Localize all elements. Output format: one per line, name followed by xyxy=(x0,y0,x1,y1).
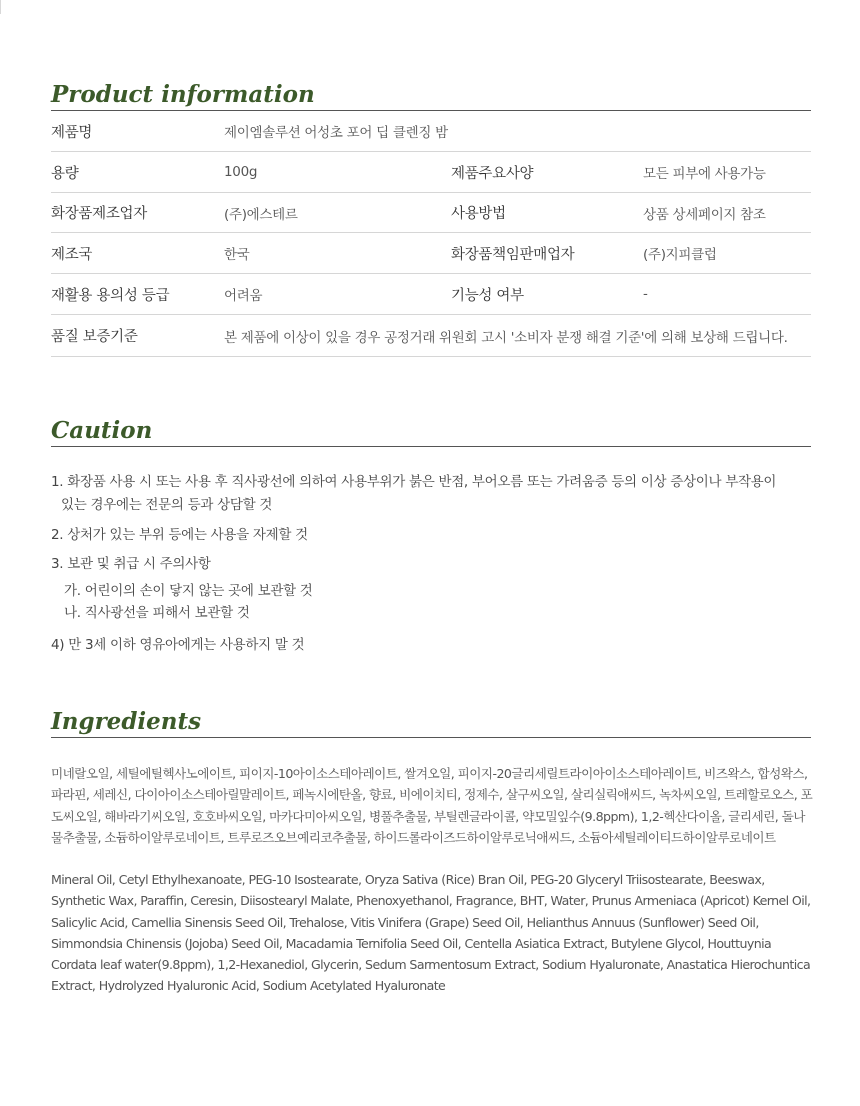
info-label: 용량 xyxy=(51,165,79,182)
info-label: 화장품책임판매업자 xyxy=(451,246,575,263)
caution-item-1: 1. 화장품 사용 시 또는 사용 후 직사광선에 의하여 사용부위가 붉은 반점, 부어오름 또는 가려움증 등의 이상 증상이나 부작용이 xyxy=(51,474,777,490)
caution-section xyxy=(51,416,811,653)
info-row-quality xyxy=(51,315,811,357)
info-value: (주)에스테르 xyxy=(224,206,298,223)
caution-item-3: 3. 보관 및 취급 시 주의사항 xyxy=(51,556,211,572)
info-row-country xyxy=(51,233,811,274)
info-label: 제품명 xyxy=(51,124,93,141)
info-value: 상품 상세페이지 참조 xyxy=(643,206,766,223)
info-row-product-name xyxy=(51,111,811,152)
info-value: 제이엠솔루션 어성초 포어 딥 클렌징 밤 xyxy=(224,125,448,141)
info-value: 한국 xyxy=(224,247,250,263)
info-value: 본 제품에 이상이 있을 경우 공정거래 위원회 고시 '소비자 분쟁 해결 기준'에 의해 보상해 드립니다. xyxy=(224,329,788,346)
caution-title: Caution xyxy=(51,416,811,447)
caution-item-4: 4) 만 3세 이하 영유아에게는 사용하지 말 것 xyxy=(51,637,305,653)
info-label: 사용방법 xyxy=(451,206,506,222)
info-value: (주)지피클럽 xyxy=(643,247,717,263)
info-label: 재활용 용의성 등급 xyxy=(51,287,170,304)
info-value: 모든 피부에 사용가능 xyxy=(643,166,766,182)
info-label: 화장품제조업자 xyxy=(51,206,147,222)
caution-item-2: 2. 상처가 있는 부위 등에는 사용을 자제할 것 xyxy=(51,527,308,543)
info-row-recycling xyxy=(51,274,811,315)
caution-item-3-sub-2: 나. 직사광선을 피해서 보관할 것 xyxy=(64,605,250,621)
info-label: 품질 보증기준 xyxy=(51,329,138,345)
info-value: 100g xyxy=(224,164,258,180)
info-label: 기능성 여부 xyxy=(451,287,524,304)
info-value: - xyxy=(643,286,648,302)
product-info-title: Product information xyxy=(51,80,811,111)
ingredients-title: Ingredients xyxy=(51,707,811,738)
ingredients-korean: 미네랄오일, 세틸에틸헥사노에이트, 피이지-10아이소스테아레이트, 쌀겨오일, 피이지-20글리세릴트라이아이소스테아레이트, 비즈왁스, 합성왁스, 파라핀, 세레신, 다이아이소스테아릴말레이트, 페녹시에탄올, 향료, 비에이치티, 정제수, 살구씨오일, 살리실릭애씨드, 녹차씨오일, 트레할로오스, 포도씨오일, 해바라기씨오일, 호호바씨오일, 마카다미아씨오일, 병풀추출물, 부틸렌글라이콜, 약모밀잎수(9.8ppm), 1,2-헥산다이올, 글리세린, 돌나물추출물, 소듐하이알루로네이트, 트루로즈오브예리코추출물, 하이드롤라이즈드하이알루로닉애씨드, 소듐아세틸레이티드하이알루로네이트 xyxy=(51,766,813,845)
info-label: 제품주요사양 xyxy=(451,165,534,182)
ingredients-english: Mineral Oil, Cetyl Ethylhexanoate, PEG-10 Isostearate, Oryza Sativa (Rice) Bran Oil, PEG-20 Glyceryl Triisostearate, Beeswax, Synthetic Wax, Paraffin, Ceresin, Diisostearyl Malate, Phenoxyethanol, Fragrance, BHT, Water, Prunus Armeniaca (Apricot) Kernel Oil, Salicylic Acid, Camellia Sinensis Seed Oil, Trehalose, Vitis Vinifera (Grape) Seed Oil, Helianthus Annuus (Sunflower) Seed Oil, Simmondsia Chinensis (Jojoba) Seed Oil, Macadamia Ternifolia Seed Oil, Centella Asiatica Extract, Butylene Glycol, Houttuynia Cordata leaf water(9.8ppm), 1,2-Hexanediol, Glycerin, Sedum Sarmentosum Extract, Sodium Hyaluronate, Anastatica Hierochuntica Extract, Hydrolyzed Hyaluronic Acid, Sodium Acetylated Hyaluronate xyxy=(51,872,811,994)
ingredients-section xyxy=(51,707,813,994)
info-label: 제조국 xyxy=(51,246,93,263)
product-info-section xyxy=(51,80,811,357)
info-value: 어려움 xyxy=(224,288,263,304)
caution-item-1-cont: 있는 경우에는 전문의 등과 상담할 것 xyxy=(61,497,273,513)
caution-item-3-sub-1: 가. 어린이의 손이 닿지 않는 곳에 보관할 것 xyxy=(64,583,313,599)
info-row-capacity xyxy=(51,152,811,193)
info-row-manufacturer xyxy=(51,193,811,233)
corner-divider xyxy=(0,0,1,14)
